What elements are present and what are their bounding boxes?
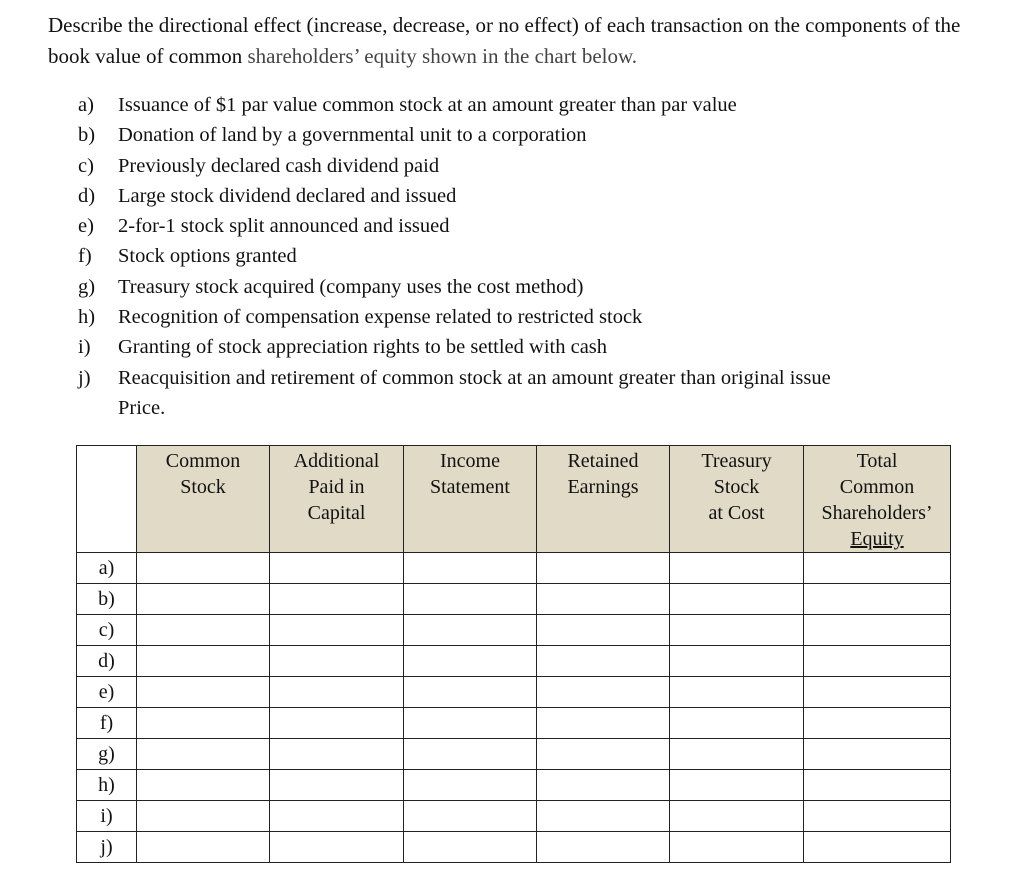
list-item <box>78 332 978 362</box>
answer-cell[interactable] <box>670 646 804 677</box>
answer-cell[interactable] <box>270 739 404 770</box>
list-item <box>78 90 978 120</box>
answer-cell[interactable] <box>804 801 951 832</box>
table-row <box>77 739 951 770</box>
answer-cell[interactable] <box>404 801 537 832</box>
table-header-row <box>77 446 951 553</box>
item-text: Treasury stock acquired (company uses the cost method) <box>118 275 584 298</box>
answer-cell[interactable] <box>804 553 951 584</box>
row-label: h) <box>77 770 137 801</box>
table-row <box>77 832 951 863</box>
answer-cell[interactable] <box>804 646 951 677</box>
column-header-retained-earnings: Retained Earnings <box>537 446 670 553</box>
column-header-treasury-stock: Treasury Stock at Cost <box>670 446 804 553</box>
answer-cell[interactable] <box>537 677 670 708</box>
column-header-apic: Additional Paid in Capital <box>270 446 404 553</box>
answer-cell[interactable] <box>804 615 951 646</box>
list-item <box>78 272 978 302</box>
row-label: b) <box>77 584 137 615</box>
answer-cell[interactable] <box>670 770 804 801</box>
row-label: a) <box>77 553 137 584</box>
table-row <box>77 584 951 615</box>
table-row <box>77 615 951 646</box>
row-label: f) <box>77 708 137 739</box>
list-item <box>78 302 978 332</box>
list-item <box>78 181 978 211</box>
transaction-list <box>78 90 978 423</box>
answer-cell[interactable] <box>404 584 537 615</box>
item-text: Granting of stock appreciation rights to be settled with cash <box>118 336 608 359</box>
answer-cell[interactable] <box>537 615 670 646</box>
answer-cell[interactable] <box>137 677 270 708</box>
answer-cell[interactable] <box>137 553 270 584</box>
answer-cell[interactable] <box>670 677 804 708</box>
answer-cell[interactable] <box>137 832 270 863</box>
answer-cell[interactable] <box>137 801 270 832</box>
effects-table <box>76 445 951 863</box>
answer-cell[interactable] <box>804 832 951 863</box>
row-label: d) <box>77 646 137 677</box>
answer-cell[interactable] <box>137 646 270 677</box>
answer-cell[interactable] <box>670 832 804 863</box>
item-text: Stock options granted <box>118 245 297 268</box>
answer-cell[interactable] <box>270 770 404 801</box>
item-label: d) <box>78 184 96 207</box>
answer-cell[interactable] <box>404 553 537 584</box>
answer-cell[interactable] <box>804 677 951 708</box>
answer-cell[interactable] <box>404 770 537 801</box>
item-text: Previously declared cash dividend paid <box>118 154 440 177</box>
answer-cell[interactable] <box>270 615 404 646</box>
answer-cell[interactable] <box>270 553 404 584</box>
answer-cell[interactable] <box>404 677 537 708</box>
list-item <box>78 241 978 271</box>
answer-cell[interactable] <box>137 739 270 770</box>
list-item <box>78 363 978 393</box>
item-label: g) <box>78 275 96 298</box>
answer-cell[interactable] <box>670 553 804 584</box>
item-text: 2-for-1 stock split announced and issued <box>118 215 450 238</box>
answer-cell[interactable] <box>137 770 270 801</box>
row-label: e) <box>77 677 137 708</box>
answer-cell[interactable] <box>404 646 537 677</box>
answer-cell[interactable] <box>270 708 404 739</box>
answer-cell[interactable] <box>804 739 951 770</box>
answer-cell[interactable] <box>537 708 670 739</box>
list-item <box>78 151 978 181</box>
item-label: j) <box>78 366 91 389</box>
answer-cell[interactable] <box>270 584 404 615</box>
row-label: j) <box>77 832 137 863</box>
table-row <box>77 708 951 739</box>
item-label: i) <box>78 336 91 359</box>
answer-cell[interactable] <box>537 770 670 801</box>
answer-cell[interactable] <box>804 770 951 801</box>
column-header-common-stock: Common Stock <box>137 446 270 553</box>
answer-cell[interactable] <box>670 615 804 646</box>
item-text: Reacquisition and retirement of common stock at an amount greater than original issue <box>118 366 831 389</box>
answer-cell[interactable] <box>537 584 670 615</box>
item-text: Price. <box>118 396 166 419</box>
item-label: h) <box>78 306 96 329</box>
answer-cell[interactable] <box>270 832 404 863</box>
answer-cell[interactable] <box>804 708 951 739</box>
answer-cell[interactable] <box>404 615 537 646</box>
item-label: e) <box>78 215 94 238</box>
corner-cell <box>77 446 137 553</box>
answer-cell[interactable] <box>537 646 670 677</box>
item-label: f) <box>78 245 92 268</box>
answer-cell[interactable] <box>404 832 537 863</box>
item-label: a) <box>78 94 94 116</box>
answer-cell[interactable] <box>537 832 670 863</box>
column-header-income-statement: Income Statement <box>404 446 537 553</box>
answer-cell[interactable] <box>804 584 951 615</box>
table-row <box>77 553 951 584</box>
instructions-text: Describe the directional effect (increase, decrease, or no effect) of each transaction on the components of the book value of common <box>48 13 961 68</box>
answer-cell[interactable] <box>137 584 270 615</box>
item-label: c) <box>78 154 94 177</box>
answer-cell[interactable] <box>670 739 804 770</box>
row-label: c) <box>77 615 137 646</box>
answer-cell[interactable] <box>270 801 404 832</box>
row-label: g) <box>77 739 137 770</box>
table-row <box>77 770 951 801</box>
answer-cell[interactable] <box>670 801 804 832</box>
instructions-text-end: shareholders’ equity shown in the chart below. <box>247 44 638 68</box>
instructions-paragraph <box>48 10 998 72</box>
answer-cell[interactable] <box>270 646 404 677</box>
answer-cell[interactable] <box>270 677 404 708</box>
table-row <box>77 801 951 832</box>
answer-cell[interactable] <box>537 739 670 770</box>
list-item <box>78 120 978 150</box>
table-row <box>77 646 951 677</box>
item-text: Issuance of $1 par value common stock at an amount greater than par value <box>118 94 737 116</box>
answer-cell[interactable] <box>537 553 670 584</box>
answer-cell[interactable] <box>537 801 670 832</box>
list-item <box>78 211 978 241</box>
item-label: b) <box>78 124 96 147</box>
row-label: i) <box>77 801 137 832</box>
item-text: Donation of land by a governmental unit to a corporation <box>118 124 587 147</box>
answer-cell[interactable] <box>404 708 537 739</box>
list-item-continuation <box>78 393 978 423</box>
item-text: Large stock dividend declared and issued <box>118 184 457 207</box>
answer-cell[interactable] <box>404 739 537 770</box>
answer-cell[interactable] <box>137 615 270 646</box>
table-row <box>77 677 951 708</box>
answer-cell[interactable] <box>137 708 270 739</box>
answer-cell[interactable] <box>670 708 804 739</box>
item-text: Recognition of compensation expense related to restricted stock <box>118 306 643 329</box>
column-header-total-equity: Total Common Shareholders’ Equity <box>804 446 951 553</box>
answer-cell[interactable] <box>670 584 804 615</box>
